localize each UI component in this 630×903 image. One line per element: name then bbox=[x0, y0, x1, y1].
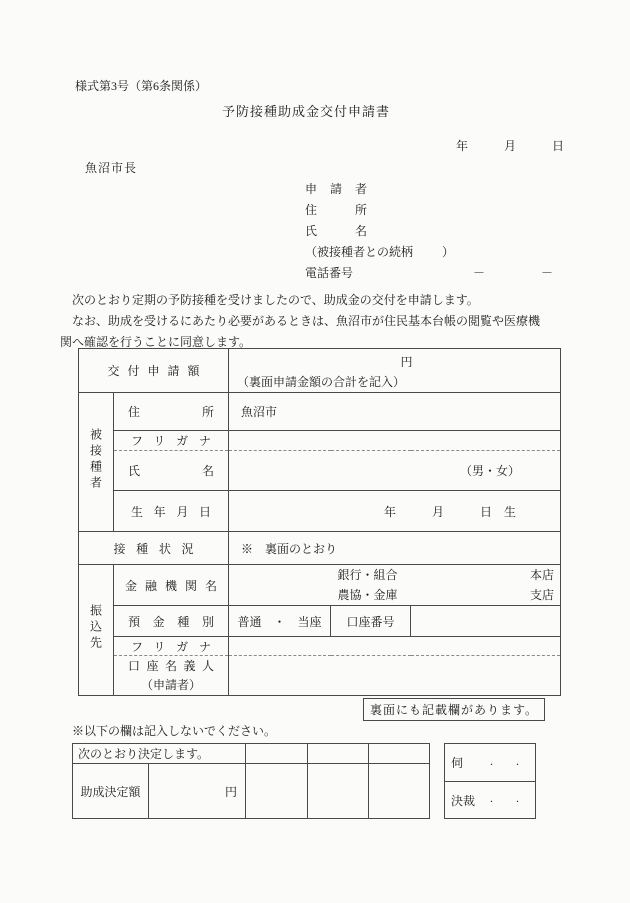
birthdate-label-cell bbox=[114, 491, 229, 532]
vaccination-status-value-cell: ※ 裏面のとおり bbox=[229, 532, 561, 565]
name-value-cell: （男・女） bbox=[229, 451, 561, 491]
bank-type-options bbox=[229, 565, 506, 605]
grant-amount-label-cell bbox=[79, 349, 229, 393]
amount-note: （裏面申請金額の合計を記入） bbox=[237, 374, 406, 389]
applicant-address-label: 住所 bbox=[305, 203, 367, 217]
decision-empty-cell bbox=[369, 764, 430, 819]
account-holder-sublabel: （申請者） bbox=[140, 677, 201, 692]
form-number: 様式第3号（第6条関係） bbox=[75, 79, 208, 93]
transfer-group-label: 振込先 bbox=[88, 604, 103, 652]
vaccinee-group-label: 被接種者 bbox=[88, 428, 103, 492]
approval-table bbox=[444, 743, 536, 819]
approval-label: 決裁 bbox=[451, 793, 476, 808]
yen-unit: 円 bbox=[400, 354, 413, 369]
holder-furigana-label: フリガナ bbox=[131, 639, 211, 654]
birthdate-label: 生年月日 bbox=[131, 504, 211, 519]
furigana-label-cell bbox=[114, 431, 229, 451]
furigana-value-cell bbox=[229, 431, 561, 451]
phone-dash: － bbox=[473, 266, 486, 280]
decision-statement: 次のとおり決定します。 bbox=[73, 744, 246, 764]
account-holder-value-cell bbox=[229, 656, 561, 696]
bank-branch-line2: 支店 bbox=[530, 588, 555, 602]
decision-empty-cell bbox=[308, 744, 369, 764]
date-dot: . bbox=[516, 753, 520, 768]
vaccinee-group-cell bbox=[79, 393, 114, 532]
proposal-label: 伺 bbox=[451, 756, 464, 770]
declaration-line: 次のとおり定期の予防接種を受けましたので、助成金の交付を申請します。 bbox=[60, 293, 479, 307]
grant-amount-label: 交付申請額 bbox=[107, 364, 200, 378]
decided-amount-unit: 円 bbox=[149, 764, 246, 819]
address-label: 住所 bbox=[128, 405, 214, 419]
bank-type-line1: 銀行・組合 bbox=[337, 568, 398, 582]
grant-amount-value-cell bbox=[229, 349, 561, 393]
bank-branch-options bbox=[506, 565, 560, 605]
decision-empty-cell bbox=[308, 764, 369, 819]
office-use-section bbox=[72, 743, 630, 819]
vaccination-status-label: 接種状況 bbox=[113, 541, 194, 556]
applicant-role-label: 申請者 bbox=[305, 182, 367, 196]
applicant-phone-line bbox=[305, 263, 630, 284]
bank-name-label-cell bbox=[114, 565, 229, 606]
page-title: 予防接種助成金交付申請書 bbox=[221, 104, 390, 119]
applicant-block bbox=[305, 179, 630, 284]
office-use-note: ※以下の欄は記入しないでください。 bbox=[72, 724, 277, 738]
declaration-line: 関へ確認を行うことに同意します。 bbox=[60, 335, 252, 349]
furigana-label: フリガナ bbox=[131, 434, 211, 448]
applicant-name-line bbox=[305, 221, 630, 242]
bank-name-value-cell bbox=[229, 565, 561, 606]
approval-row-cell bbox=[445, 782, 536, 819]
bank-type-line2: 農協・金庫 bbox=[337, 588, 398, 602]
decision-empty-cell bbox=[246, 764, 308, 819]
relation-label: （被接種者との続柄 bbox=[305, 245, 414, 259]
declaration-paragraph bbox=[60, 290, 576, 353]
phone-dash: － bbox=[541, 266, 554, 280]
phone-label: 電話番号 bbox=[305, 266, 354, 280]
address-value-cell: 魚沼市 bbox=[229, 393, 561, 431]
applicant-address-line bbox=[305, 200, 630, 221]
birthdate-value-cell: 年 月 日 生 bbox=[229, 491, 561, 532]
decision-empty-cell bbox=[369, 744, 430, 764]
bank-name-label: 金融機関名 bbox=[125, 578, 217, 593]
deposit-type-label: 預金種別 bbox=[128, 614, 214, 629]
applicant-name-label: 氏名 bbox=[305, 224, 367, 238]
name-label-cell bbox=[114, 451, 229, 491]
name-label: 氏名 bbox=[128, 464, 214, 478]
holder-furigana-value-cell bbox=[229, 637, 561, 656]
decision-empty-cell bbox=[246, 744, 308, 764]
applicant-relation-line bbox=[305, 242, 630, 263]
account-holder-label-cell bbox=[114, 656, 229, 696]
relation-close-paren: ） bbox=[442, 245, 455, 259]
date-line: 年 月 日 bbox=[455, 139, 564, 153]
back-note-box: 裏面にも記載欄があります。 bbox=[363, 698, 545, 721]
date-dot: . bbox=[490, 791, 494, 805]
account-number-label-cell: 口座番号 bbox=[331, 606, 411, 637]
applicant-role-line bbox=[305, 179, 630, 200]
deposit-type-options-cell: 普通 ・ 当座 bbox=[229, 606, 331, 637]
bank-branch-line1: 本店 bbox=[530, 568, 555, 582]
decision-table bbox=[72, 743, 430, 819]
declaration-line: なお、助成を受けるにあたり必要があるときは、魚沼市が住民基本台帳の閲覧や医療機 bbox=[60, 314, 541, 328]
date-dot: . bbox=[490, 753, 494, 768]
holder-furigana-label-cell bbox=[114, 637, 229, 656]
account-number-value-cell bbox=[411, 606, 561, 637]
decided-amount-label: 助成決定額 bbox=[73, 764, 149, 819]
addressee: 魚沼市長 bbox=[85, 161, 138, 175]
proposal-row-cell bbox=[445, 744, 536, 782]
transfer-group-cell bbox=[79, 565, 114, 696]
deposit-type-label-cell bbox=[114, 606, 229, 637]
address-label-cell bbox=[114, 393, 229, 431]
date-dot: . bbox=[516, 791, 520, 805]
back-note-wrapper bbox=[0, 698, 630, 721]
application-table bbox=[78, 348, 561, 696]
vaccination-status-label-cell bbox=[79, 532, 229, 565]
account-holder-label: 口座名義人 bbox=[128, 658, 214, 673]
